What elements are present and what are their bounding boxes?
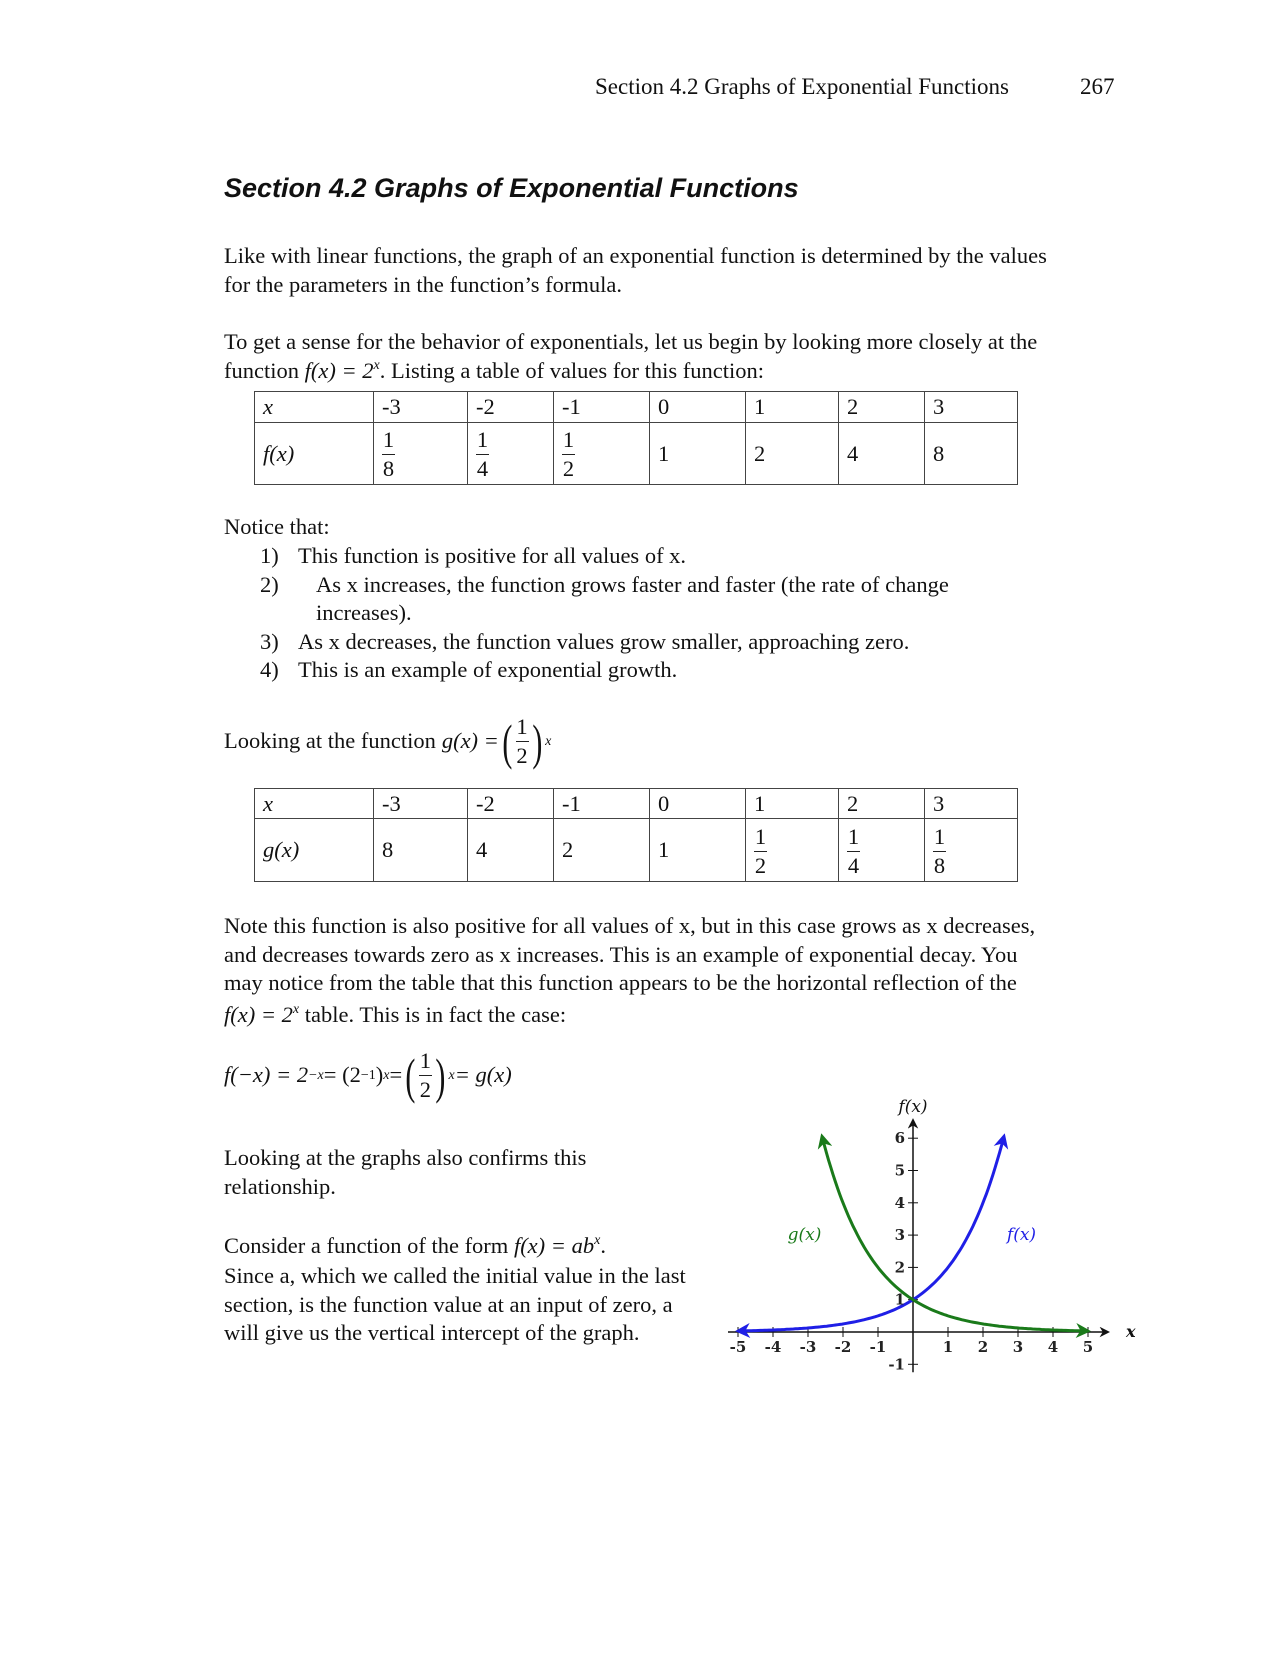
running-header-title: Section 4.2 Graphs of Exponential Functions [595,74,1009,99]
table-row-label: x [255,789,374,819]
table-cell: 2 [746,423,839,485]
looking-g-paragraph [224,713,1124,770]
g-formula-lhs: g(x) = [441,728,499,754]
table-cell: 1 [650,423,746,485]
x-tick-label: 4 [1047,1338,1059,1356]
y-axis-label: f(x) [898,1097,928,1118]
since-paragraph: Since a, which we called the initial value in the last section, is the function value at an input of zero, a will give us the vertical intercept of the graph. [224,1263,686,1345]
intro-paragraph: Like with linear functions, the graph of an exponential function is determined by the values for the parameters in the function’s formula. [224,243,1047,297]
x-axis-label: x [1126,1322,1136,1341]
x-tick-label: 1 [942,1338,954,1356]
list-item: 2) As x increases, the function grows faster and faster (the rate of change increases). [260,571,949,625]
g-curve-label: g(x) [787,1225,822,1246]
table-cell: 3 [925,392,1018,423]
table-cell [374,423,468,485]
table-cell: 1 [650,819,746,882]
table-cell [554,423,650,485]
table-cell: -1 [554,789,650,819]
x-tick-label: 2 [977,1338,989,1356]
table-row-x [255,392,1018,423]
table-row-label: g(x) [255,819,374,882]
consider-paragraph: Consider a function of the form $f(x) = ab^x$. [224,1233,606,1258]
x-tick-label: -5 [729,1338,747,1356]
table-cell: 3 [925,789,1018,819]
list-item: 4) This is an example of exponential growth. [260,657,678,682]
fraction: $\frac{1}{4}$ [847,823,860,878]
table-cell [839,819,925,882]
y-tick-label: 1 [894,1290,905,1309]
table-cell: -2 [468,789,554,819]
table-cell: 2 [839,392,925,423]
note-paragraph: Note this function is also positive for all values of x, but in this case grows as x decreases, and decreases towards zero as x increases. This is an example of exponential decay. You may notice from the table that this function appears to be the horizontal reflection of the $f(x) = 2^x$ table. This is in fact the case: [224,913,1036,1027]
x-tick-label: -4 [764,1338,782,1356]
fraction: $\frac{1}{2}$ [754,823,767,878]
f-formula: f(x) = 2 [304,357,374,383]
table-cell: 1 [746,789,839,819]
f-curve-label: f(x) [1006,1225,1037,1246]
y-tick-label: 6 [894,1129,905,1148]
y-tick-label: 4 [894,1193,905,1212]
table-cell: -2 [468,392,554,423]
table-cell: 0 [650,392,746,423]
table-row-label: x [255,392,374,423]
list-item: 1) This function is positive for all values of x. [260,543,687,568]
table-row-fx [255,423,1018,485]
fraction: $\frac{1}{8}$ [933,823,946,878]
table-cell: 4 [839,423,925,485]
f-formula: f(x) = 2 [224,1001,293,1027]
table-cell [925,819,1018,882]
x-tick-label: 3 [1012,1338,1024,1356]
x-tick-label: 5 [1082,1338,1094,1356]
fraction: $\frac{1}{4}$ [476,427,489,481]
reflection-identity: f(−x) = 2 −x = (2 −1 ) x = ( $\frac{1}{2}$ ) x = g(x) [224,1047,512,1104]
x-tick-label: -2 [834,1338,852,1356]
table-cell: -1 [554,392,650,423]
looking-g-text: Looking at the function [224,728,436,754]
table-cell: 0 [650,789,746,819]
table-cell [746,819,839,882]
x-tick-label: -3 [799,1338,817,1356]
fraction: $\frac{1}{2}$ [562,427,575,481]
y-tick-label: -1 [888,1355,905,1374]
fraction: $\frac{1}{8}$ [382,427,395,481]
table-cell: 8 [925,423,1018,485]
half-fraction: ( $\frac{1}{2}$ ) x [502,713,552,770]
f-formula-exponent: x [373,357,380,373]
table-cell [468,423,554,485]
list-item: 3) As x decreases, the function values grow smaller, approaching zero. [260,628,910,654]
table-f-values [254,391,1018,485]
table-g-values [254,788,1018,882]
table-cell: 2 [839,789,925,819]
table-row-label: f(x) [255,423,374,485]
y-tick-label: 2 [894,1258,905,1277]
notice-heading: Notice that: [224,514,330,539]
table-row-gx [255,819,1018,882]
table-cell: -3 [374,392,468,423]
g-curve [822,1136,1088,1331]
section-title: Section 4.2 Graphs of Exponential Functions [224,173,799,203]
table-cell: -3 [374,789,468,819]
table-cell: 4 [468,819,554,882]
graphs-confirm-paragraph: Looking at the graphs also confirms this relationship. [224,1145,587,1199]
table-cell: 2 [554,819,650,882]
table-row-x [255,789,1018,819]
x-tick-label: -1 [869,1338,887,1356]
sense-text-post: . Listing a table of values for this function: [379,357,765,383]
sense-paragraph [224,328,1104,385]
sense-text: To get a sense for the behavior of exponentials, let us begin by looking more closely at the function [224,329,1038,383]
f-curve [738,1136,1004,1331]
page-number: 267 [1080,74,1115,99]
y-tick-label: 3 [894,1226,905,1245]
table-cell: 8 [374,819,468,882]
exponential-graph [700,1070,1140,1380]
notice-list [258,542,1018,685]
half-fraction: ( $\frac{1}{2}$ ) x [405,1047,455,1104]
table-cell: 1 [746,392,839,423]
y-tick-label: 5 [894,1161,905,1180]
